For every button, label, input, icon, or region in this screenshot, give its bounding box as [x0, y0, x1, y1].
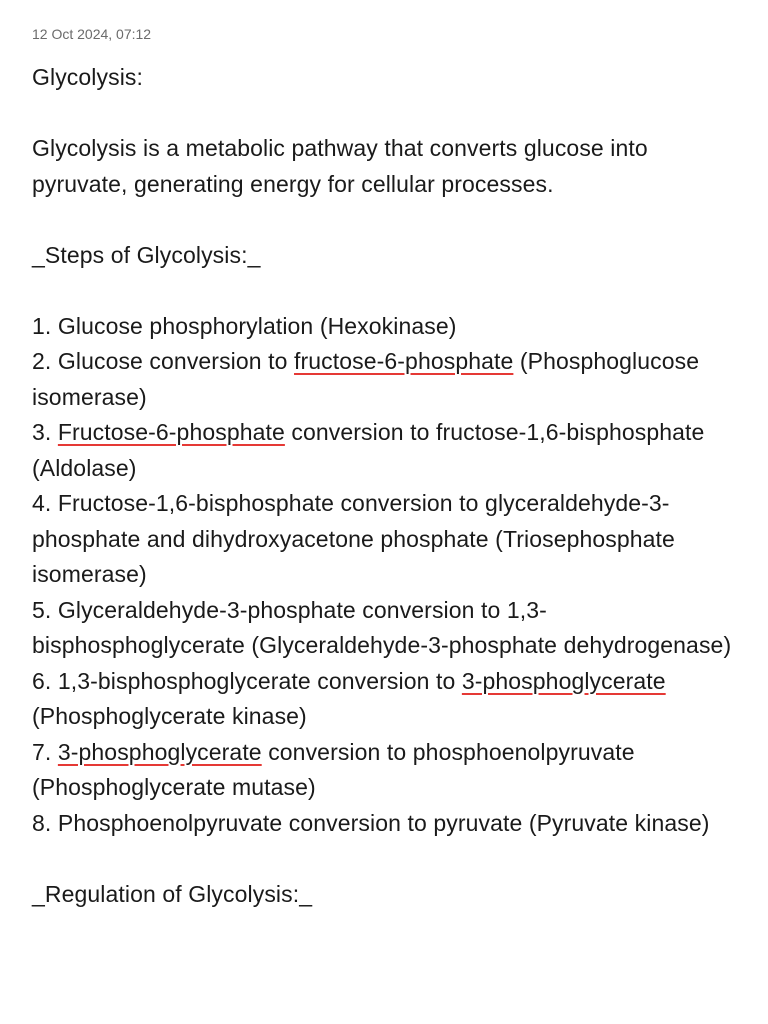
step-5: 5. Glyceraldehyde-3-phosphate conversion to 1,3-bisphosphoglycerate (Glyceraldehyde-3-phosphate dehydrogenase): [32, 596, 732, 658]
step-8: 8. Phosphoenolpyruvate conversion to pyruvate (Pyruvate kinase): [32, 809, 710, 836]
spellcheck-word[interactable]: 3-phosphoglycerate: [461, 667, 666, 694]
spellcheck-word[interactable]: Fructose-6-phosphate: [57, 419, 285, 445]
step-3: [32, 415, 742, 486]
step-3-text-b: conversion to fructose-1,6-bisphosphate (Aldolase): [32, 419, 705, 481]
step-6-text-b: (Phosphoglycerate kinase): [32, 703, 307, 729]
blank-line: [32, 96, 742, 132]
note-content[interactable]: [32, 24, 742, 912]
blank-line: [32, 273, 742, 309]
step-7: [32, 735, 742, 806]
intro-paragraph: Glycolysis is a metabolic pathway that converts glucose into pyruvate, generating energy for cellular processes.: [32, 135, 648, 197]
blank-line: [32, 841, 742, 877]
spellcheck-word[interactable]: fructose-6-phosphate: [294, 348, 514, 374]
step-7-text-a: 7.: [32, 738, 58, 765]
step-2: [32, 344, 742, 415]
step-4: 4. Fructose-1,6-bisphosphate conversion to glyceraldehyde-3-phosphate and dihydroxyacetone phosphate (Triosephosphate isomerase): [32, 490, 675, 587]
note-timestamp: 12 Oct 2024, 07:12: [32, 26, 152, 42]
steps-heading: _Steps of Glycolysis:_: [32, 241, 261, 268]
step-6: [32, 664, 742, 735]
blank-line: [32, 202, 742, 238]
step-1: 1. Glucose phosphorylation (Hexokinase): [32, 312, 457, 339]
step-3-text-a: 3.: [32, 419, 58, 445]
note-body[interactable]: [32, 60, 742, 912]
step-2-text-a: 2. Glucose conversion to: [32, 348, 295, 374]
step-6-text-a: 6. 1,3-bisphosphoglycerate conversion to: [32, 667, 462, 694]
spellcheck-word[interactable]: 3-phosphoglycerate: [57, 738, 262, 765]
step-2-text-b: (Phosphoglucose isomerase): [32, 348, 700, 410]
step-7-text-b: conversion to phosphoenolpyruvate (Phosphoglycerate mutase): [32, 738, 635, 800]
regulation-heading: _Regulation of Glycolysis:_: [32, 880, 313, 907]
note-title: Glycolysis:: [32, 64, 144, 90]
